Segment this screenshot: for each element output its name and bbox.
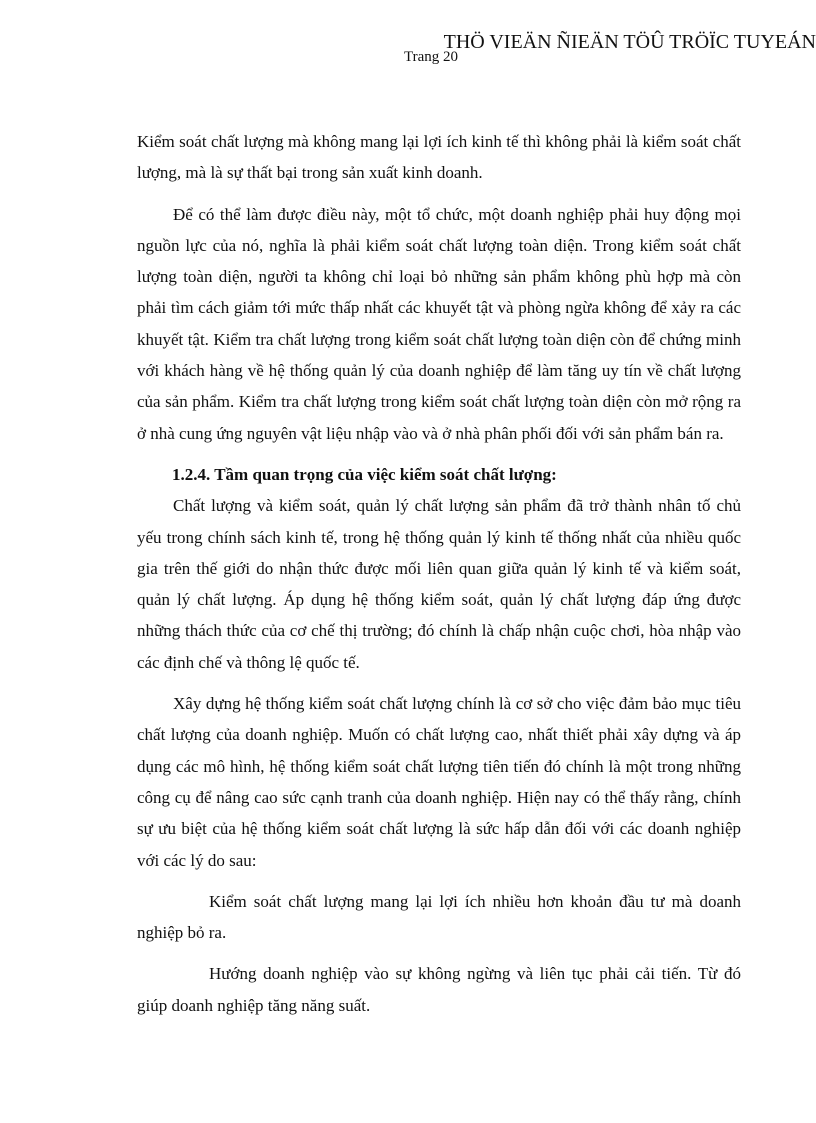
paragraph-2: Để có thể làm được điều này, một tổ chức, một doanh nghiệp phải huy động mọi nguồn lực của nó, nghĩa là phải kiểm soát chất lượng toàn diện. Trong kiểm soát chất lượng toàn diện, người ta không chỉ loại bỏ những sản phẩm không phù hợp mà còn phải tìm cách giảm tới mức thấp nhất các khuyết tật và phòng ngừa không để xảy ra các khuyết tật. Kiểm tra chất lượng trong kiểm soát chất lượng toàn diện còn để chứng minh với khách hàng về hệ thống quản lý của doanh nghiệp để làm tăng uy tín về chất lượng của sản phẩm. Kiểm tra chất lượng trong kiểm soát chất lượng toàn diện còn mở rộng ra ở nhà cung ứng nguyên vật liệu nhập vào và ở nhà phân phối đối với sản phẩm bán ra. bbox=[137, 204, 741, 443]
paragraph-6: Hướng doanh nghiệp vào sự không ngừng và liên tục phải cải tiến. Từ đó giúp doanh nghiệp tăng năng suất. bbox=[137, 964, 741, 1015]
document-body bbox=[137, 126, 741, 1021]
library-watermark: THÖ VIEÄN ÑIEÄN TÖÛ TRÖÏC TUYEÁN bbox=[443, 31, 816, 53]
paragraph-5: Kiểm soát chất lượng mang lại lợi ích nhiều hơn khoản đầu tư mà doanh nghiệp bỏ ra. bbox=[137, 891, 741, 943]
page-number: Trang 20 bbox=[404, 49, 459, 65]
section-heading: 1.2.4. Tầm quan trọng của việc kiểm soát chất lượng: bbox=[172, 464, 557, 484]
paragraph-1: Kiểm soát chất lượng mà không mang lại lợi ích kinh tế thì không phải là kiểm soát chất lượng, mà là sự thất bại trong sản xuất kinh doanh. bbox=[137, 132, 741, 183]
paragraph-4: Xây dựng hệ thống kiểm soát chất lượng chính là cơ sở cho việc đảm bảo mục tiêu chất lượng của doanh nghiệp. Muốn có chất lượng cao, nhất thiết phải xây dựng và áp dụng các mô hình, hệ thống kiểm soát chất lượng tiên tiến đó chính là một trong những công cụ để nâng cao sức cạnh tranh của doanh nghiệp. Hiện nay có thể thấy rằng, chính sự ưu biệt của hệ thống kiểm soát chất lượng là sức hấp dẫn đối với các doanh nghiệp với các lý do sau: bbox=[137, 694, 741, 870]
paragraph-3: Chất lượng và kiểm soát, quản lý chất lượng sản phẩm đã trở thành nhân tố chủ yếu trong chính sách kinh tế, trong hệ thống quản lý kinh tế thống nhất của nhiều quốc gia trên thế giới do nhận thức được mối liên quan giữa quản lý kinh tế và kiểm soát, quản lý chất lượng. Áp dụng hệ thống kiểm soát, quản lý chất lượng đáp ứng được những thách thức của cơ chế thị trường; đó chính là chấp nhận cuộc chơi, hòa nhập vào các định chế và thông lệ quốc tế. bbox=[137, 496, 741, 672]
